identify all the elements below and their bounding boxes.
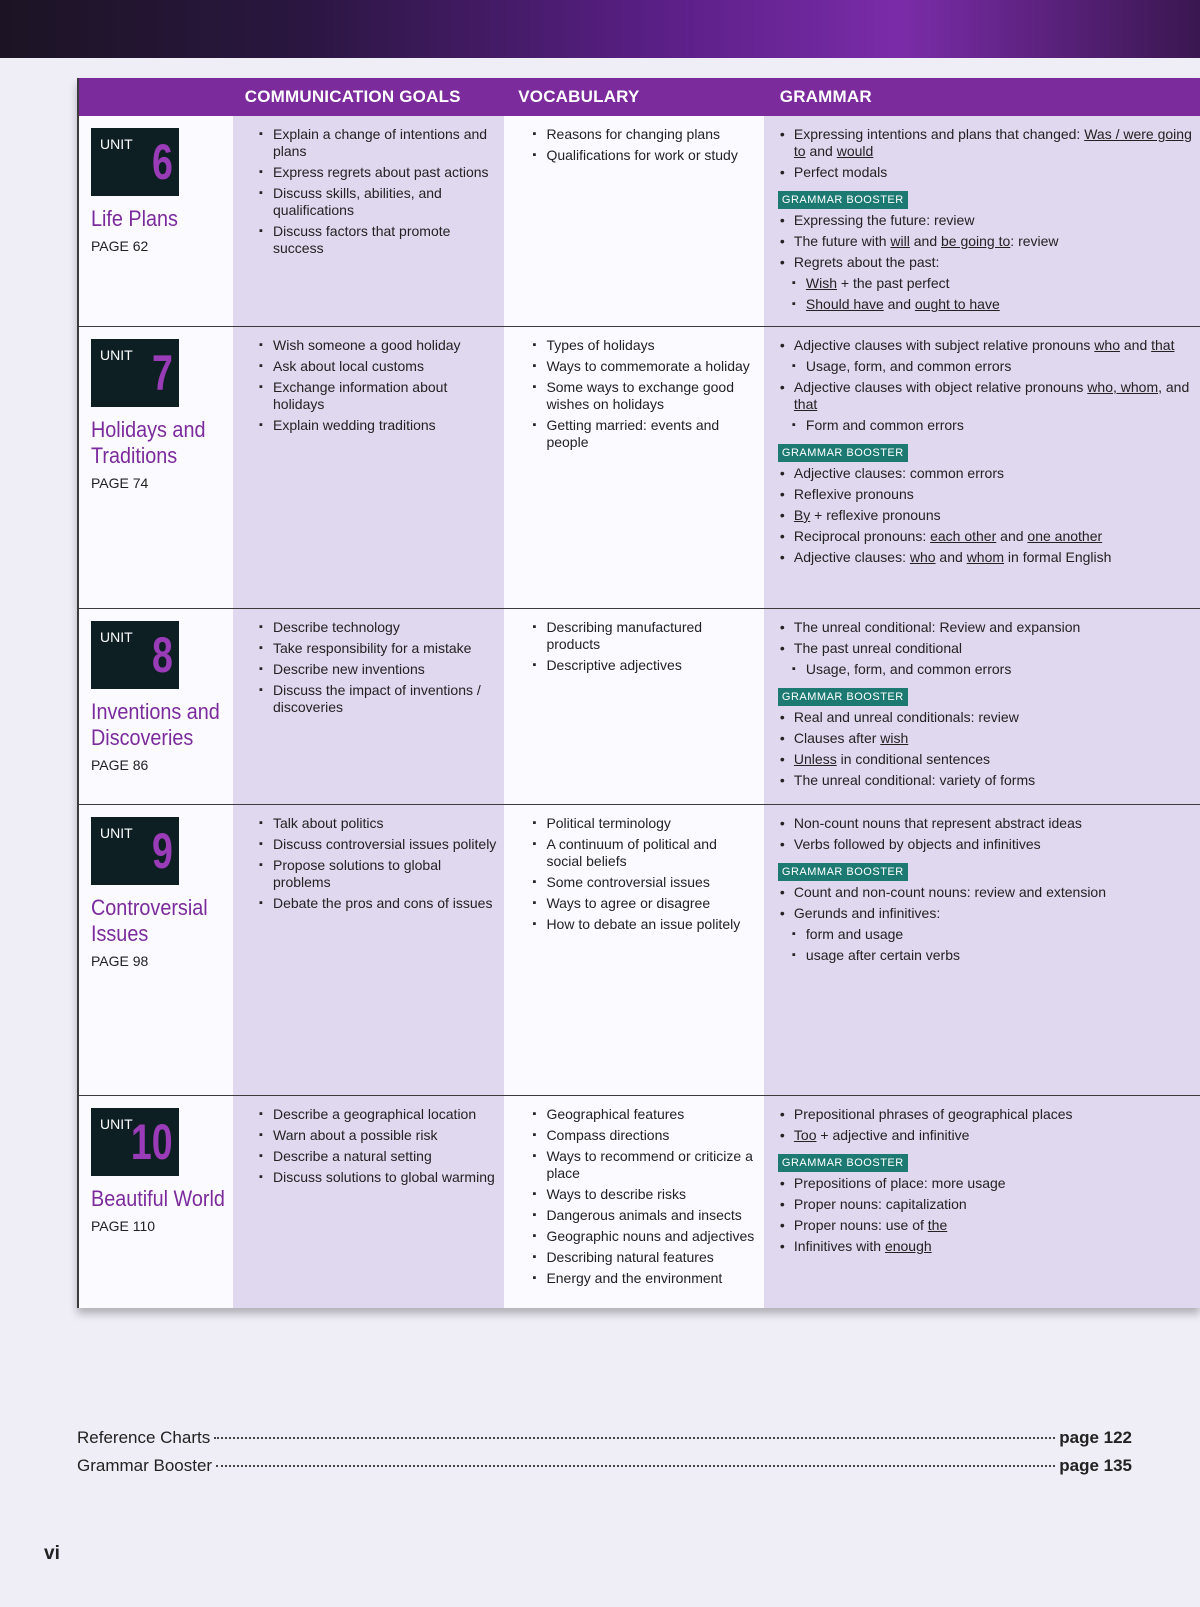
communication-goal-item: ▪ Express regrets about past actions: [245, 164, 496, 181]
vocabulary-item: ▪ Ways to describe risks: [518, 1186, 755, 1203]
communication-goals-list: [245, 1106, 496, 1186]
vocabulary-item: ▪ Qualifications for work or study: [518, 147, 755, 164]
grammar-booster-item: [778, 296, 1194, 313]
grammar-list: [778, 337, 1194, 434]
grammar-term: that: [793, 396, 818, 412]
text-run: Adjective clauses:: [793, 549, 910, 565]
text-run: and: [883, 296, 915, 312]
grammar-item: [778, 417, 1194, 434]
grammar-booster-badge: GRAMMAR BOOSTER: [778, 191, 908, 209]
grammar-booster-list: [778, 884, 1194, 964]
grammar-item: [778, 815, 1194, 832]
grammar-booster-item: [778, 709, 1194, 726]
vocabulary-item: ▪ Dangerous animals and insects: [518, 1207, 755, 1224]
text-run: Infinitives with: [793, 1238, 885, 1254]
text-run: in conditional sentences: [836, 751, 991, 767]
grammar-booster-item: [778, 1196, 1194, 1213]
text-run: Expressing the future: review: [793, 212, 975, 228]
unit-page-ref: PAGE 98: [91, 953, 149, 969]
text-run: Proper nouns: use of: [793, 1217, 928, 1233]
grammar-term: will: [890, 233, 910, 249]
grammar-term: By: [793, 507, 811, 523]
grammar-item: [778, 619, 1194, 636]
unit-number: 10: [131, 1114, 173, 1170]
unit-number: 6: [152, 134, 173, 190]
dot-leader: [216, 1465, 1055, 1467]
grammar-booster-item: [778, 528, 1194, 545]
grammar-term: wish: [880, 730, 909, 746]
grammar-item: [778, 379, 1194, 413]
communication-goals-list: [245, 126, 496, 257]
unit-badge: [91, 128, 179, 196]
text-run: Clauses after: [793, 730, 881, 746]
unit-number: 8: [152, 627, 173, 683]
text-run: Expressing intentions and plans that changed:: [793, 126, 1085, 142]
vocabulary-item: ▪ Energy and the environment: [518, 1270, 755, 1287]
unit-badge: [91, 621, 179, 689]
grammar-item: [778, 337, 1194, 354]
unit-label: UNIT: [100, 629, 133, 645]
grammar-booster-item: [778, 275, 1194, 292]
text-run: Form and common errors: [805, 417, 964, 433]
grammar-term: each other: [930, 528, 997, 544]
header-unit-cell: [79, 78, 233, 116]
grammar-booster-list: [778, 709, 1194, 789]
text-run: + reflexive pronouns: [810, 507, 941, 523]
toc-line-grammar-booster[interactable]: [77, 1456, 1132, 1476]
vocabulary-list: [518, 815, 755, 933]
unit-number: 9: [152, 823, 173, 879]
text-run: : review: [1010, 233, 1059, 249]
communication-goals-cell: [233, 1096, 504, 1308]
grammar-booster-list: [778, 212, 1194, 313]
grammar-term: that: [1151, 337, 1175, 353]
vocabulary-item: ▪ Describing natural features: [518, 1249, 755, 1266]
vocabulary-cell: [504, 805, 763, 1095]
grammar-booster-item: [778, 233, 1194, 250]
communication-goal-item: ▪ Debate the pros and cons of issues: [245, 895, 496, 912]
vocabulary-item: ▪ How to debate an issue politely: [518, 916, 755, 933]
grammar-booster-item: [778, 772, 1194, 789]
grammar-item: [778, 661, 1194, 678]
text-run: Adjective clauses: common errors: [793, 465, 1004, 481]
vocabulary-item: ▪ Ways to recommend or criticize a place: [518, 1148, 755, 1182]
vocabulary-item: ▪ Types of holidays: [518, 337, 755, 354]
unit-title[interactable]: Beautiful World: [91, 1186, 225, 1211]
grammar-term: Wish: [805, 275, 838, 291]
text-run: The past unreal conditional: [793, 640, 963, 656]
unit-badge: [91, 817, 179, 885]
top-banner: [0, 0, 1200, 58]
communication-goal-item: ▪ Discuss solutions to global warming: [245, 1169, 496, 1186]
communication-goal-item: ▪ Talk about politics: [245, 815, 496, 832]
unit-cell: [79, 327, 233, 608]
grammar-item: [778, 836, 1194, 853]
grammar-list: [778, 1106, 1194, 1144]
vocabulary-item: ▪ Some ways to exchange good wishes on holidays: [518, 379, 755, 413]
text-run: Adjective clauses with object relative pronouns: [793, 379, 1088, 395]
communication-goal-item: ▪ Describe technology: [245, 619, 496, 636]
grammar-booster-badge: GRAMMAR BOOSTER: [778, 688, 908, 706]
communication-goal-item: ▪ Describe new inventions: [245, 661, 496, 678]
grammar-cell: [764, 805, 1200, 1095]
communication-goal-item: ▪ Warn about a possible risk: [245, 1127, 496, 1144]
text-run: Real and unreal conditionals: review: [793, 709, 1019, 725]
vocabulary-list: [518, 1106, 755, 1287]
unit-cell: [79, 805, 233, 1095]
grammar-list: [778, 619, 1194, 678]
grammar-booster-list: [778, 465, 1194, 566]
vocabulary-item: ▪ Reasons for changing plans: [518, 126, 755, 143]
vocabulary-item: ▪ Ways to commemorate a holiday: [518, 358, 755, 375]
text-run: and: [1119, 337, 1152, 353]
unit-cell: [79, 609, 233, 804]
grammar-item: [778, 1106, 1194, 1123]
vocabulary-cell: [504, 1096, 763, 1308]
unit-title[interactable]: Inventions and Discoveries: [91, 699, 220, 750]
grammar-booster-badge: GRAMMAR BOOSTER: [778, 444, 908, 462]
grammar-term: whom: [966, 549, 1005, 565]
grammar-booster-item: [778, 884, 1194, 901]
grammar-booster-badge: GRAMMAR BOOSTER: [778, 1154, 908, 1172]
grammar-term: who: [1094, 337, 1120, 353]
unit-row-9: [79, 804, 1200, 1095]
grammar-term: who: [909, 549, 936, 565]
vocabulary-item: ▪ Getting married: events and people: [518, 417, 755, 451]
communication-goal-item: ▪ Explain wedding traditions: [245, 417, 496, 434]
text-run: The future with: [793, 233, 891, 249]
grammar-cell: [764, 1096, 1200, 1308]
grammar-booster-item: [778, 905, 1194, 922]
grammar-booster-item: [778, 507, 1194, 524]
unit-badge: [91, 1108, 179, 1176]
vocabulary-cell: [504, 116, 763, 326]
communication-goals-cell: [233, 327, 504, 608]
communication-goal-item: ▪ Discuss skills, abilities, and qualifications: [245, 185, 496, 219]
communication-goals-list: [245, 619, 496, 716]
text-run: Prepositions of place: more usage: [793, 1175, 1006, 1191]
text-run: in formal English: [1004, 549, 1112, 565]
header-communication-goals: COMMUNICATION GOALS: [244, 87, 461, 106]
grammar-booster-item: [778, 1217, 1194, 1234]
grammar-term: Too: [793, 1127, 817, 1143]
communication-goal-item: ▪ Discuss the impact of inventions / discoveries: [245, 682, 496, 716]
vocabulary-item: ▪ Descriptive adjectives: [518, 657, 755, 674]
unit-row-7: [79, 326, 1200, 608]
vocabulary-item: ▪ Some controversial issues: [518, 874, 755, 891]
vocabulary-item: ▪ Geographic nouns and adjectives: [518, 1228, 755, 1245]
grammar-cell: [764, 327, 1200, 608]
text-run: + the past perfect: [837, 275, 950, 291]
unit-cell: [79, 116, 233, 326]
text-run: and: [1162, 379, 1190, 395]
unit-badge: [91, 339, 179, 407]
grammar-term: who, whom,: [1087, 379, 1162, 395]
text-run: Reciprocal pronouns:: [793, 528, 931, 544]
text-run: and: [805, 143, 837, 159]
toc-line-reference-charts[interactable]: [77, 1428, 1132, 1448]
vocabulary-cell: [504, 327, 763, 608]
text-run: Regrets about the past:: [793, 254, 940, 270]
unit-label: UNIT: [100, 347, 133, 363]
contents-table: [77, 78, 1200, 1308]
grammar-term: Was / were going to: [793, 126, 1192, 159]
unit-label: UNIT: [100, 1116, 133, 1132]
grammar-booster-item: [778, 465, 1194, 482]
vocabulary-list: [518, 619, 755, 674]
unit-page-ref: PAGE 86: [91, 757, 149, 773]
grammar-booster-item: [778, 549, 1194, 566]
unit-page-ref: PAGE 74: [91, 475, 149, 491]
text-run: Non-count nouns that represent abstract ideas: [793, 815, 1082, 831]
text-run: Proper nouns: capitalization: [793, 1196, 967, 1212]
grammar-item: [778, 1127, 1194, 1144]
vocabulary-list: [518, 337, 755, 451]
communication-goal-item: ▪ Wish someone a good holiday: [245, 337, 496, 354]
grammar-term: enough: [884, 1238, 932, 1254]
communication-goal-item: ▪ Describe a natural setting: [245, 1148, 496, 1165]
toc-page: page 122: [1059, 1428, 1132, 1447]
grammar-booster-list: [778, 1175, 1194, 1255]
communication-goal-item: ▪ Discuss factors that promote success: [245, 223, 496, 257]
text-run: Prepositional phrases of geographical places: [793, 1106, 1073, 1122]
vocabulary-item: ▪ Compass directions: [518, 1127, 755, 1144]
grammar-term: ought to have: [914, 296, 1000, 312]
communication-goals-list: [245, 815, 496, 912]
grammar-item: [778, 640, 1194, 657]
vocabulary-list: [518, 126, 755, 164]
toc-page: page 135: [1059, 1456, 1132, 1475]
grammar-booster-item: [778, 1175, 1194, 1192]
grammar-term: Should have: [805, 296, 884, 312]
text-run: Perfect modals: [793, 164, 888, 180]
text-run: form and usage: [805, 926, 904, 942]
text-run: usage after certain verbs: [805, 947, 960, 963]
text-run: and: [909, 233, 941, 249]
communication-goals-cell: [233, 805, 504, 1095]
communication-goal-item: ▪ Exchange information about holidays: [245, 379, 496, 413]
grammar-cell: [764, 609, 1200, 804]
communication-goal-item: ▪ Explain a change of intentions and plans: [245, 126, 496, 160]
unit-row-10: [79, 1095, 1200, 1308]
grammar-booster-item: [778, 486, 1194, 503]
text-run: The unreal conditional: Review and expansion: [793, 619, 1081, 635]
header-vocabulary: VOCABULARY: [518, 87, 640, 106]
communication-goals-cell: [233, 116, 504, 326]
grammar-term: would: [836, 143, 874, 159]
grammar-term: one another: [1027, 528, 1103, 544]
grammar-term: Unless: [793, 751, 837, 767]
toc-label: Reference Charts: [77, 1428, 211, 1447]
text-run: Reflexive pronouns: [793, 486, 914, 502]
unit-cell: [79, 1096, 233, 1308]
grammar-booster-item: [778, 730, 1194, 747]
grammar-list: [778, 126, 1194, 181]
grammar-booster-item: [778, 1238, 1194, 1255]
vocabulary-cell: [504, 609, 763, 804]
communication-goals-cell: [233, 609, 504, 804]
unit-label: UNIT: [100, 136, 133, 152]
grammar-item: [778, 164, 1194, 181]
unit-page-ref: PAGE 110: [91, 1218, 156, 1234]
unit-label: UNIT: [100, 825, 133, 841]
grammar-item: [778, 126, 1194, 160]
page-folio: vi: [44, 1543, 60, 1564]
communication-goal-item: ▪ Discuss controversial issues politely: [245, 836, 496, 853]
grammar-booster-item: [778, 926, 1194, 943]
text-run: The unreal conditional: variety of forms: [793, 772, 1036, 788]
text-run: Count and non-count nouns: review and extension: [793, 884, 1107, 900]
unit-title[interactable]: Life Plans: [91, 206, 178, 231]
dot-leader: [214, 1437, 1055, 1439]
table-header: [79, 78, 1200, 116]
grammar-booster-badge: GRAMMAR BOOSTER: [778, 863, 908, 881]
unit-title[interactable]: Holidays and Traditions: [91, 417, 206, 468]
grammar-cell: [764, 116, 1200, 326]
grammar-booster-item: [778, 212, 1194, 229]
reference-list: [77, 1428, 1132, 1484]
text-run: Usage, form, and common errors: [805, 661, 1012, 677]
grammar-term: the: [927, 1217, 948, 1233]
vocabulary-item: ▪ Political terminology: [518, 815, 755, 832]
grammar-booster-item: [778, 254, 1194, 271]
grammar-booster-item: [778, 751, 1194, 768]
text-run: Gerunds and infinitives:: [793, 905, 941, 921]
communication-goal-item: ▪ Describe a geographical location: [245, 1106, 496, 1123]
text-run: + adjective and infinitive: [816, 1127, 970, 1143]
text-run: Adjective clauses with subject relative pronouns: [793, 337, 1095, 353]
text-run: and: [935, 549, 967, 565]
text-run: Usage, form, and common errors: [805, 358, 1012, 374]
communication-goals-list: [245, 337, 496, 434]
toc-label: Grammar Booster: [77, 1456, 213, 1475]
vocabulary-item: ▪ A continuum of political and social beliefs: [518, 836, 755, 870]
grammar-list: [778, 815, 1194, 853]
unit-title[interactable]: Controversial Issues: [91, 895, 208, 946]
communication-goal-item: ▪ Take responsibility for a mistake: [245, 640, 496, 657]
unit-row-6: [79, 116, 1200, 326]
grammar-term: be going to: [941, 233, 1011, 249]
grammar-booster-item: [778, 947, 1194, 964]
unit-number: 7: [152, 345, 173, 401]
unit-row-8: [79, 608, 1200, 804]
communication-goal-item: ▪ Ask about local customs: [245, 358, 496, 375]
grammar-item: [778, 358, 1194, 375]
vocabulary-item: ▪ Ways to agree or disagree: [518, 895, 755, 912]
header-grammar: GRAMMAR: [779, 87, 872, 106]
unit-rows: [79, 116, 1200, 1308]
vocabulary-item: ▪ Describing manufactured products: [518, 619, 755, 653]
text-run: and: [996, 528, 1028, 544]
text-run: Verbs followed by objects and infinitives: [793, 836, 1041, 852]
communication-goal-item: ▪ Propose solutions to global problems: [245, 857, 496, 891]
unit-page-ref: PAGE 62: [91, 238, 149, 254]
vocabulary-item: ▪ Geographical features: [518, 1106, 755, 1123]
